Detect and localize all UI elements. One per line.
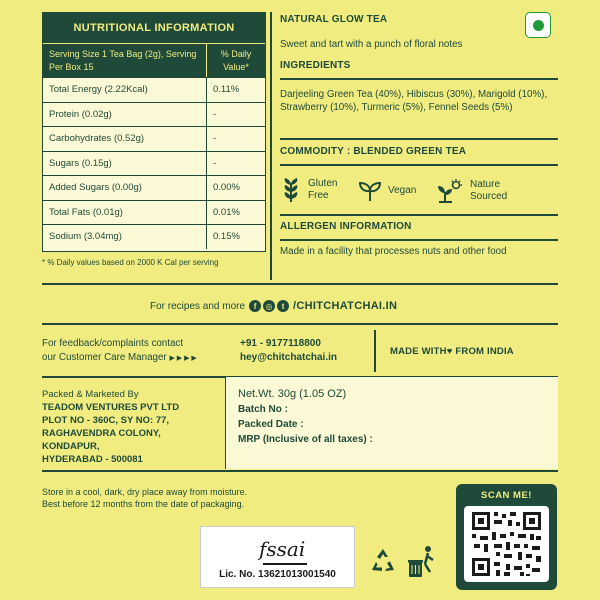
- serving-size-header: Serving Size 1 Tea Bag (2g), Serving Per Box 15: [43, 44, 207, 77]
- feedback-line: our Customer Care Manager ▶ ▶ ▶ ▶: [42, 352, 197, 363]
- divider: [280, 78, 558, 80]
- packer-info: [42, 388, 179, 466]
- divider: [280, 214, 558, 216]
- storage-line: Best before 12 months from the date of packaging.: [42, 499, 245, 509]
- packer-line: TEADOM VENTURES PVT LTD: [42, 402, 180, 413]
- nutrient-dv: 0.00%: [213, 182, 240, 194]
- product-name: NATURAL GLOW TEA: [280, 14, 388, 25]
- heart-icon: ♥: [446, 346, 453, 357]
- feedback-text: [42, 337, 197, 366]
- divider: [280, 138, 558, 140]
- badge-vegan: [358, 180, 416, 202]
- nutrient-name: Protein (0.02g): [43, 103, 207, 127]
- facebook-icon[interactable]: f: [249, 300, 261, 312]
- twitter-icon[interactable]: t: [277, 300, 289, 312]
- from-india-label: FROM INDIA: [455, 346, 514, 357]
- nutrient-name: Carbohydrates (0.52g): [43, 127, 207, 151]
- batch-number: Batch No :: [238, 404, 288, 415]
- nutrient-dv: 0.15%: [213, 231, 240, 243]
- badge-label: Nature: [470, 179, 501, 190]
- scan-label: SCAN ME!: [481, 490, 532, 501]
- arrow-icons: ▶ ▶ ▶ ▶: [169, 355, 197, 362]
- net-weight: Net.Wt. 30g (1.05 OZ): [238, 388, 347, 400]
- fssai-logo: fssai: [259, 537, 306, 561]
- qr-code[interactable]: [464, 506, 549, 582]
- veg-mark-icon: [525, 12, 551, 38]
- nutrient-dv: 0.01%: [213, 206, 240, 218]
- social-prefix: For recipes and more: [150, 300, 246, 312]
- nutrient-dv: -: [213, 108, 217, 120]
- table-row: [43, 224, 265, 249]
- packer-line: PLOT NO - 360C, SY NO: 77,: [42, 415, 170, 426]
- nutrient-dv: -: [213, 133, 217, 145]
- storage-line: Store in a cool, dark, dry place away from moisture.: [42, 487, 248, 497]
- packer-line: RAGHAVENDRA COLONY,: [42, 428, 161, 439]
- divider: [42, 323, 558, 325]
- divider: [42, 470, 558, 472]
- badge-nature-sourced: [436, 178, 507, 204]
- qr-code-icon: [464, 506, 549, 582]
- allergen-title: ALLERGEN INFORMATION: [280, 221, 412, 232]
- contact-details: [240, 337, 337, 365]
- table-row: [43, 102, 265, 127]
- feedback-line: For feedback/complaints contact: [42, 338, 184, 349]
- nutrient-dv: -: [213, 157, 217, 169]
- nutrient-name: Sodium (3.04mg): [43, 225, 207, 249]
- nutrition-footnote: * % Daily values based on 2000 K Cal per serving: [42, 258, 219, 267]
- table-row: [43, 77, 265, 102]
- divider: [42, 283, 558, 285]
- ingredients-title: INGREDIENTS: [280, 60, 351, 71]
- allergen-text: Made in a facility that processes nuts and other food: [280, 246, 507, 257]
- packed-date: Packed Date :: [238, 419, 304, 430]
- nutrient-name: Total Energy (2.22Kcal): [43, 78, 207, 102]
- trash-bin-icon: [406, 544, 440, 580]
- badge-label: Vegan: [388, 185, 417, 196]
- packer-line: KONDAPUR,: [42, 441, 100, 452]
- mrp: MRP (Inclusive of all taxes) :: [238, 434, 373, 445]
- fssai-underline: [263, 563, 307, 565]
- email-address[interactable]: hey@chitchatchai.in: [240, 352, 337, 363]
- nutrient-name: Added Sugars (0.00g): [43, 176, 207, 200]
- sun-plant-icon: [436, 178, 464, 204]
- table-row: [43, 175, 265, 200]
- table-row: [43, 126, 265, 151]
- nutrition-title: NUTRITIONAL INFORMATION: [43, 13, 265, 43]
- leaf-sprout-icon: [358, 180, 382, 202]
- license-number: Lic. No. 13621013001540: [219, 569, 336, 580]
- recycle-icon: [367, 546, 399, 578]
- packer-title: Packed & Marketed By: [42, 389, 139, 400]
- column-divider: [270, 12, 272, 280]
- package-details-box: [225, 377, 558, 469]
- made-in-india: [390, 346, 514, 357]
- nutrition-header-row: [43, 43, 265, 77]
- commodity-label: COMMODITY : BLENDED GREEN TEA: [280, 146, 467, 157]
- phone-number[interactable]: +91 - 9177118800: [240, 338, 321, 349]
- column-divider: [374, 330, 376, 372]
- nutrient-dv: 0.11%: [213, 84, 240, 96]
- table-row: [43, 151, 265, 176]
- badge-label: Gluten: [308, 178, 338, 189]
- daily-value-header: % Daily Value*: [220, 49, 252, 72]
- divider: [280, 164, 558, 166]
- divider: [280, 239, 558, 241]
- social-row: [150, 300, 397, 312]
- qr-code-panel[interactable]: [456, 484, 557, 590]
- nutrition-table: [42, 12, 266, 252]
- product-tagline: Sweet and tart with a punch of floral notes: [280, 39, 463, 50]
- table-row: [43, 200, 265, 225]
- badge-gluten-free: [280, 177, 337, 203]
- website-link[interactable]: /CHITCHATCHAI.IN: [293, 300, 398, 312]
- fssai-license: [200, 526, 355, 588]
- instagram-icon[interactable]: ◎: [263, 300, 275, 312]
- nutrient-name: Sugars (0.15g): [43, 152, 207, 176]
- packer-line: HYDERABAD - 500081: [42, 454, 143, 465]
- badge-label: Free: [308, 190, 329, 201]
- badge-label: Sourced: [470, 191, 508, 202]
- storage-instructions: [42, 486, 247, 510]
- ingredients-list: Darjeeling Green Tea (40%), Hibiscus (30%), Marigold (10%), Strawberry (10%), Turmeric (5%), Fennel Seeds (5%): [280, 89, 548, 113]
- made-with-label: MADE WITH: [390, 346, 447, 357]
- nutrient-name: Total Fats (0.01g): [43, 201, 207, 225]
- wheat-icon: [280, 177, 302, 203]
